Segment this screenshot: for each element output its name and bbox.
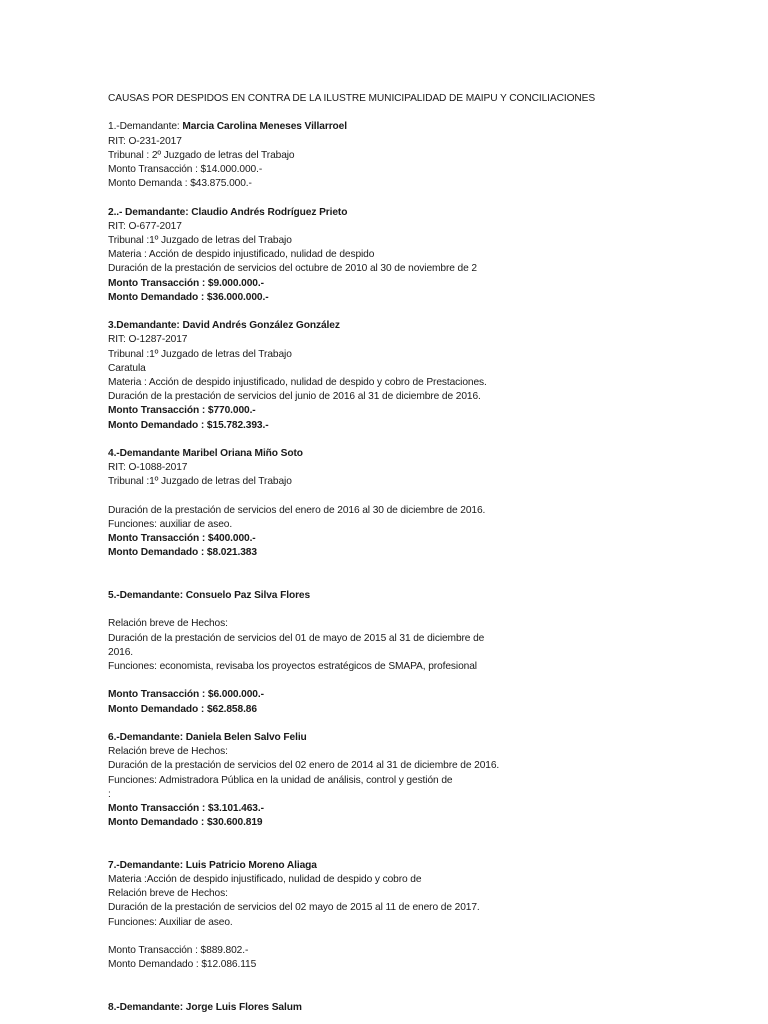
case-7-materia: Materia :Acción de despido injustificado, nulidad de despido y cobro de — [108, 874, 422, 886]
case-2-transaccion: Monto Transacción : $9.000.000.- — [108, 277, 264, 289]
case-1-name: Marcia Carolina Meneses Villarroel — [182, 121, 347, 133]
case-7-heading: 7.-Demandante: Luis Patricio Moreno Aliaga — [108, 859, 317, 871]
case-6-duracion: Duración de la prestación de servicios del 02 enero de 2014 al 31 de diciembre de 2016. — [108, 760, 500, 772]
case-6-funciones: Funciones: Admistradora Pública en la unidad de análisis, control y gestión de — [108, 774, 453, 786]
case-2-materia: Materia : Acción de despido injustificado, nulidad de despido — [108, 249, 375, 261]
case-3-materia: Materia : Acción de despido injustificado, nulidad de despido y cobro de Prestaciones. — [108, 377, 487, 389]
case-6-transaccion-label: Monto Transacción : — [108, 803, 208, 815]
case-1-tribunal: Tribunal : 2º Juzgado de letras del Trabajo — [108, 149, 295, 161]
case-5-heading: 5.-Demandante: Consuelo Paz Silva Flores — [108, 590, 311, 602]
case-7-duracion: Duración de la prestación de servicios del 02 mayo de 2015 al 11 de enero de 2017. — [108, 902, 480, 914]
case-6-relacion: Relación breve de Hechos: — [108, 746, 228, 758]
case-4-duracion: Duración de la prestación de servicios del enero de 2016 al 30 de diciembre de 2016. — [108, 504, 486, 516]
case-4-tribunal: Tribunal :1º Juzgado de letras del Trabajo — [108, 476, 292, 488]
case-2-heading: 2..- Demandante: Claudio Andrés Rodríguez Prieto — [108, 206, 348, 218]
case-4-heading: 4.-Demandante Maribel Oriana Miño Soto — [108, 448, 303, 460]
case-6-demandado-value: $30.600.819 — [206, 817, 263, 829]
case-1-transaccion: Monto Transacción : $14.000.000.- — [108, 164, 263, 175]
case-6-transaccion — [108, 802, 748, 816]
case-3-duracion: Duración de la prestación de servicios del junio de 2016 al 31 de diciembre de 2016. — [108, 391, 481, 403]
case-1-demanda: Monto Demanda : $43.875.000.- — [108, 178, 252, 190]
case-2-duracion: Duración de la prestación de servicios del octubre de 2010 al 30 de noviembre de 2 — [108, 263, 477, 275]
document-page — [108, 92, 748, 1015]
case-5-transaccion-label: Monto Transacción : — [108, 689, 208, 701]
case-4-rit: RIT: O-1088-2017 — [108, 462, 188, 474]
case-2-demandado: Monto Demandado : $36.000.000.- — [108, 291, 269, 303]
case-6-heading: 6.-Demandante: Daniela Belen Salvo Feliu — [108, 732, 307, 743]
case-5-funciones: Funciones: economista, revisaba los proyectos estratégicos de SMAPA, profesional — [108, 661, 477, 673]
case-3-demandado: Monto Demandado : $15.782.393.- — [108, 419, 269, 431]
case-4-demandado: Monto Demandado : $8.021.383 — [108, 547, 257, 559]
case-8-heading: 8.-Demandante: Jorge Luis Flores Salum — [108, 1001, 302, 1013]
case-2-rit: RIT: O-677-2017 — [108, 220, 182, 232]
case-3-rit: RIT: O-1287-2017 — [108, 334, 188, 346]
case-5-relacion: Relación breve de Hechos: — [108, 618, 228, 630]
case-5-demandado-value: $62.858.86 — [206, 703, 257, 715]
case-3-tribunal: Tribunal :1º Juzgado de letras del Trabajo — [108, 348, 292, 360]
case-3-heading: 3.Demandante: David Andrés González González — [108, 320, 340, 332]
case-3-transaccion: Monto Transacción : $770.000.- — [108, 405, 256, 417]
case-6-demandado — [108, 816, 748, 830]
case-6-transaccion-value: $3.101.463.- — [207, 803, 264, 815]
case-7-relacion: Relación breve de Hechos: — [108, 888, 228, 900]
case-4-funciones: Funciones: auxiliar de aseo. — [108, 519, 233, 531]
case-5-transaccion — [108, 688, 748, 702]
case-7-funciones: Funciones: Auxiliar de aseo. — [108, 916, 233, 928]
case-3-caratula: Caratula — [108, 362, 146, 374]
case-6-demandado-label: Monto Demandado : — [108, 817, 207, 829]
case-2-tribunal: Tribunal :1º Juzgado de letras del Trabajo — [108, 235, 292, 246]
case-7-transaccion: Monto Transacción : $889.802.- — [108, 945, 249, 957]
case-1-label: 1.-Demandante: — [108, 121, 183, 133]
case-5-demandado-label: Monto Demandado : — [108, 703, 207, 715]
case-7-demandado: Monto Demandado : $12.086.115 — [108, 959, 257, 971]
case-5-duracion-1: Duración de la prestación de servicios del 01 de mayo de 2015 al 31 de diciembre de — [108, 632, 485, 644]
case-5-demandado — [108, 703, 748, 717]
case-1-rit: RIT: O-231-2017 — [108, 135, 182, 147]
case-6-colon: : — [108, 788, 111, 800]
case-5-duracion-2: 2016. — [108, 646, 133, 658]
document-title: CAUSAS POR DESPIDOS EN CONTRA DE LA ILUSTRE MUNICIPALIDAD DE MAIPU Y CONCILIACIONES — [108, 93, 596, 104]
case-4-transaccion: Monto Transacción : $400.000.- — [108, 533, 256, 545]
case-5-transaccion-value: $6.000.000.- — [207, 689, 264, 701]
case-1-heading — [108, 120, 748, 134]
